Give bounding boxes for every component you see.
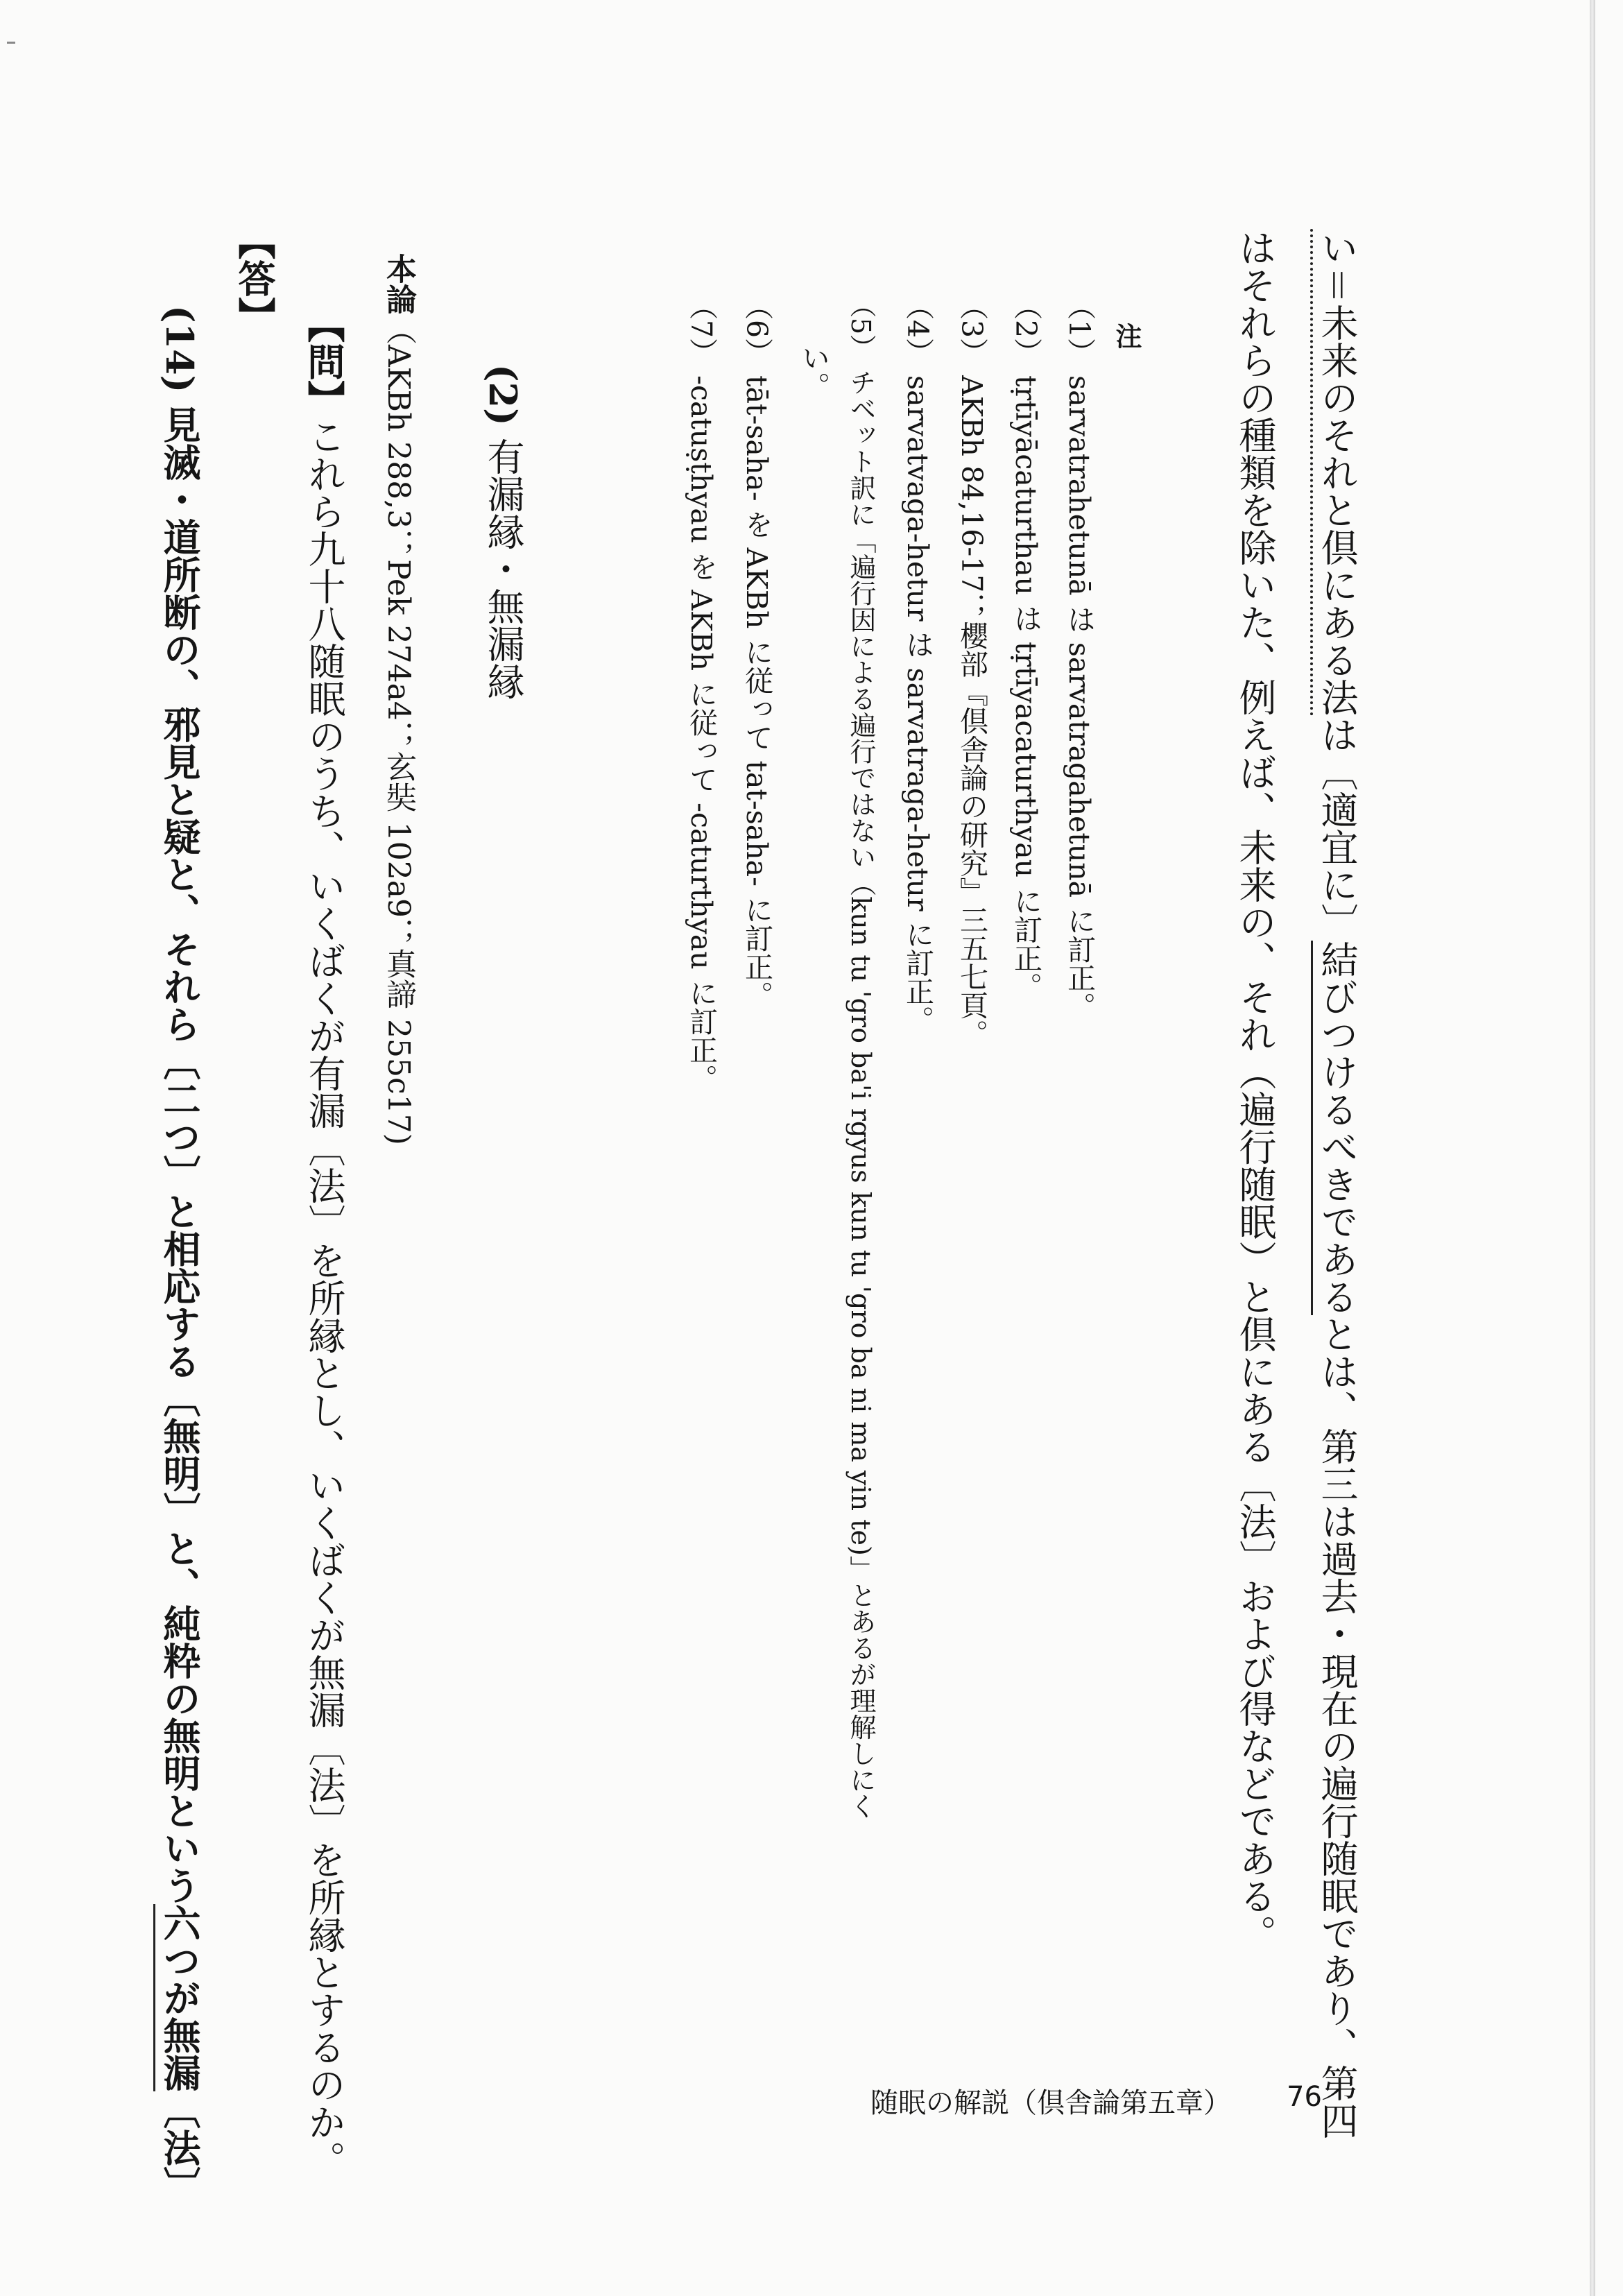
note-continuation: い。 bbox=[797, 343, 830, 400]
intro-line-2: はそれらの種類を除いた、例えば、未来の、それ（遍行随眠）と倶にある〔法〕および得などである。 bbox=[1233, 229, 1277, 1952]
intro-underlined-phrase-2: 結びつけるべきである bbox=[1311, 941, 1359, 1315]
note-text: tṛtīyācaturthau は tṛtīyacaturthyau に訂正。 bbox=[1009, 375, 1042, 1001]
note-text: tāt-saha- を AKBh に従って tat-saha- に訂正。 bbox=[740, 375, 773, 1009]
page-number: 76 bbox=[1287, 2081, 1322, 2113]
note-text: sarvatvaga-hetur は sarvatraga-hetur に訂正。 bbox=[901, 375, 934, 1034]
question-text: これら九十八随眠のうち、いくばくが有漏〔法〕を所縁とし、いくばくが無漏〔法〕を所縁とするのか。 bbox=[302, 418, 346, 2178]
note-text: チベット訳に「遍行因による遍行ではない（kun tu 'gro ba'i rgyus kun tu 'gro ba ni ma yin te)」とあるが理解しにく bbox=[845, 369, 876, 1819]
answer-label: 【答】 bbox=[232, 222, 277, 334]
intro-bracket-phrase: 〔適宜に〕 bbox=[1315, 753, 1359, 941]
intro-line-1-rest: とは、第三は過去・現在の遍行随眠であり、第四 bbox=[1315, 1315, 1359, 2139]
verse-text: 見滅・道所断の、邪見と疑と、それら〔二つ〕と相応する〔無明〕と、純粋の無明という bbox=[157, 406, 202, 1905]
note-item bbox=[901, 291, 934, 1034]
note-item bbox=[957, 291, 986, 1047]
source-ref: （AKBh 288,3；Pek 274a4；玄奘 102a9；真諦 255c17) bbox=[381, 314, 416, 1145]
note-number: （6） bbox=[740, 291, 773, 367]
note-item bbox=[1011, 291, 1040, 1000]
scan-edge-mark bbox=[7, 42, 15, 44]
note-number: （2） bbox=[1009, 291, 1042, 367]
note-text: sarvatrahetunā は sarvatragahetunā に訂正。 bbox=[1063, 375, 1096, 1021]
notes-heading: 注 bbox=[1111, 323, 1142, 349]
note-item bbox=[742, 291, 771, 1009]
question-line bbox=[302, 305, 346, 2178]
source-reference bbox=[381, 253, 416, 1145]
section-title: 有漏縁・無漏縁 bbox=[481, 437, 525, 700]
note-number: （5） bbox=[845, 291, 876, 361]
note-number: （3） bbox=[955, 291, 988, 367]
note-number: （1） bbox=[1063, 291, 1096, 367]
answer-verse bbox=[157, 305, 202, 2204]
note-text: -catuṣṭhyau を AKBh に従って -caturthyau に訂正。 bbox=[685, 375, 718, 1093]
section-number: (2) bbox=[481, 364, 525, 426]
intro-line-1 bbox=[1315, 229, 1359, 2139]
note-item bbox=[845, 291, 876, 1819]
note-number: （7） bbox=[685, 291, 718, 367]
verse-underlined-phrase: 六つが無漏 bbox=[153, 1904, 202, 2091]
question-label: 【問】 bbox=[302, 305, 346, 418]
verse-number: (14) bbox=[157, 305, 202, 393]
note-text: AKBh 84,16-17；櫻部『倶舎論の研究』三五七頁。 bbox=[955, 375, 988, 1048]
note-number: （4） bbox=[901, 291, 934, 367]
section-heading bbox=[481, 364, 525, 700]
note-item bbox=[685, 291, 718, 1093]
verse-bracket: 〔法〕 bbox=[157, 2091, 202, 2204]
source-label: 本論 bbox=[381, 253, 416, 314]
intro-particle: は bbox=[1315, 716, 1359, 753]
intro-underlined-phrase: い＝未来のそれと倶にある法 bbox=[1310, 229, 1359, 716]
scan-edge-shadow bbox=[1590, 0, 1595, 2296]
note-item bbox=[1063, 291, 1096, 1021]
running-title: 随眠の解説（倶舎論第五章） bbox=[870, 2087, 1231, 2119]
